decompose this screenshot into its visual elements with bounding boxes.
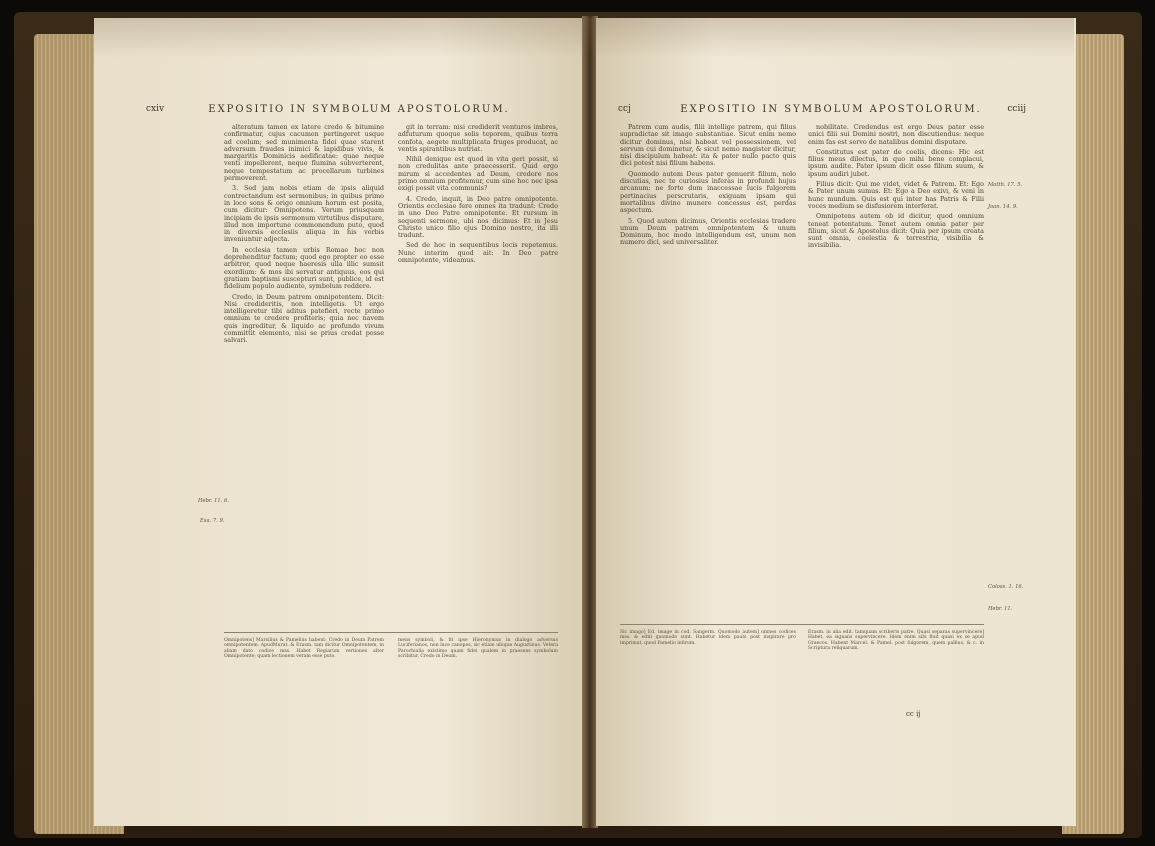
left-running-head xyxy=(94,104,584,118)
paragraph: 3. Sed jam nobis etiam de ipsis aliquid contrectandum est sermonibus; in quibus primo in loco sons & origo omnium horum est posita, cum dicitur: Omnipotens. Verum priusquam incipiam de ipsis sermonum virtutibus disputare, illud non importune commonendum puto, quod in diversis ecclesiis aliqua in his verbis inveniuntur adjecta. xyxy=(224,184,384,244)
paragraph: Credo, in Deum patrem omnipotentem. Dicit: Nisi credideritis, non intelligetis. Ut ergo intelligeretur tibi aditus patefieri, recte primo omnium te credere profiteris; quia nec navem quis ingreditur, & liquido ac profundo vivum committit elemento, nisi se prius credat posse salvari. xyxy=(224,292,384,345)
margin-note: Joan. 14. 9. xyxy=(988,204,1018,210)
left-footnotes-2: mens symboli, & fit ipse Hieronymus in dialogo adversus Luciferianos, non luce canopos, sic etiam ubique Augustinus. Vetera Parochialia existimo quam fidei qualem in praesens symbolum scribitur, Credo in Deum. xyxy=(398,638,558,660)
right-column-2 xyxy=(808,124,984,253)
paragraph: 5. Quod autem dicimus, Orientis ecclesias tradere unum Deum patrem omnipotentem & unum Dominum, hoc modo intelligendum est, unum non numero dici, sed universaliter. xyxy=(620,216,796,247)
left-page-number: cxiv xyxy=(146,104,165,114)
margin-note: Hebr. 11. xyxy=(988,606,1013,612)
right-running-title: EXPOSITIO IN SYMBOLUM APOSTOLORUM. xyxy=(680,104,982,115)
left-column-1 xyxy=(224,124,384,348)
paragraph: 4. Credo, inquit, in Deo patre omnipotente. Orientis ecclesiae fere omnes ita tradunt: Credo in uno Deo Patre omnipotente. Et rursum in sequenti sermone, ubi nos dicimus: Et in Jesu Christo unico filio ejus Domino nostro, ita illi tradunt. xyxy=(398,194,558,240)
paragraph: Nihil denique est quod in vita geri possit, si non credulitas ante praecesserit. Quid ergo mirum si accedentes ad Deum, credere nos primo omnium profitemur, cum sine hoc nec ipsa exigi possit vita communis? xyxy=(398,155,558,193)
margin-note: Coloss. 1. 16. xyxy=(988,584,1024,590)
right-footnotes-1: Sic imago] Ed. image in cod. Sangerm. Quomodo autem] omnes codices mss. & editi quomodo sunt. Habetur idem paulo post inspirare pro imprimat, quod Pamelio infirum. xyxy=(620,630,796,646)
right-footnotes-2: Erasm. in alia edit. tamquam scriberis patre. Quasi separas supervincere] Habet, ea signans supervincere. Idem enim sibi fluit quasi ex se apud Graecos. Habent Marcel. & Pamel. post fulgorem, quem pallius, & c. in Scriptura reliquarum. xyxy=(808,630,984,652)
paragraph: Patrem cum audis, filii intellige patrem, qui filius supradictae sit imago substantiae. Sicut enim nemo dicitur dominus, nisi habeat vel possessionem, vel servum cui dominetur, & sicut nemo magister dicitur, nisi discipulum habeat: ita & pater nullo pacto quis dici potest nisi filium habens. xyxy=(620,123,796,168)
left-footnotes-1: Omnipotens] Marsilius & Pamelius habent: Credo in Deum Patrem omnipotentem. ApudMurat. & Erasm. tam dicitur Omnipotentem, in aliam dato codice mss. Habet Regiarum vertiones alter Omnipotente; quam lectionem veram esse puto. xyxy=(224,638,384,660)
paragraph: In ecclesia tamen urbis Romae hoc non deprehenditur factum; quod ego propter eo esse arbitror, quod neque haeresis ulla illic sumsit exordium: & mos ibi servatur antiquus, eos qui gratiam baptismi suscepturi sunt, publice, id est fidelium populo audiente, symbolum reddere. xyxy=(224,245,384,291)
right-running-head xyxy=(596,104,1076,118)
right-page-number: cciij xyxy=(1007,104,1026,114)
footnote-rule xyxy=(224,632,558,633)
right-page xyxy=(596,18,1076,826)
footnote-rule xyxy=(620,624,984,625)
signature-mark: cc ij xyxy=(906,710,921,718)
paragraph: Omnipotens autem ob id dicitur, quod omnium teneat potentatum. Tenet autem omnia pater per filium, sicut & Apostolus dicit: Quia per ipsum creata sunt omnia, coelestia & terrestria, visibilia & invisibilia. xyxy=(808,212,984,250)
left-page xyxy=(94,18,584,826)
paragraph: Constitutus est pater de coelis, dicens: Hic est filius meus dilectus, in quo mihi bene complacui, ipsum audite. Pater ipsum dicit esse filium suum, & ipsum audiri jubet. xyxy=(808,147,984,178)
paragraph: Filius dicit: Qui me videt, videt & Patrem. Et: Ego & Pater unum sumus. Et: Ego a Deo exivi, & veni in hunc mundum. Quis est qui inter has Patris & Filii voces medium se disfusiorem interferat. xyxy=(808,180,984,210)
left-column-2 xyxy=(398,124,558,267)
right-page-number-left: ccj xyxy=(618,104,631,114)
paragraph: Sed de hoc in sequentibus locis repetemus. Nunc interim quod ait: In Deo patre omnipotente, videamus. xyxy=(398,241,558,265)
paragraph: alteratum tamen ex latere credo & bitumine confirmatur, cujus cacumen pertingeret usque ad coelum; sed munimenta fidei quae starent adversum fraudes inimici & lapidibus vivis, & margaritis Dominicis aedificatae: quae neque venti impellerent, neque flumina subverterent, neque tempestatum ac procellarum turbines permoverent. xyxy=(224,123,384,183)
left-running-title: EXPOSITIO IN SYMBOLUM APOSTOLORUM. xyxy=(208,104,510,115)
paragraph: nobilitate. Credendus est ergo Deus pater esse unici filii sui Domini nostri, non discutiendus: neque enim fas est servo de natalibus domini disputare. xyxy=(808,123,984,146)
right-column-1 xyxy=(620,124,796,250)
margin-note: Esa. 7. 9. xyxy=(200,518,225,524)
margin-note: Matth. 17. 5. xyxy=(988,182,1023,188)
paragraph: git in terram: nisi crediderit venturos imbres, adfuturum quoque solis teporem, quibus terra confota, aegete multiplicata fruges producat, ac ventis spirantibus nutriat. xyxy=(398,123,558,153)
margin-note: Hebr. 11. 6. xyxy=(198,498,229,504)
paragraph: Quomodo autem Deus pater genuerit filium, nolo discutias, nec te curiosius inferas in profundi hujus arcanum: ne forte dum inaccessae lucis fulgorem pertinacius perscrutaris, exiguam ipsam qui mortalibus divino munere concessus est, perdas aspectum. xyxy=(620,169,796,215)
